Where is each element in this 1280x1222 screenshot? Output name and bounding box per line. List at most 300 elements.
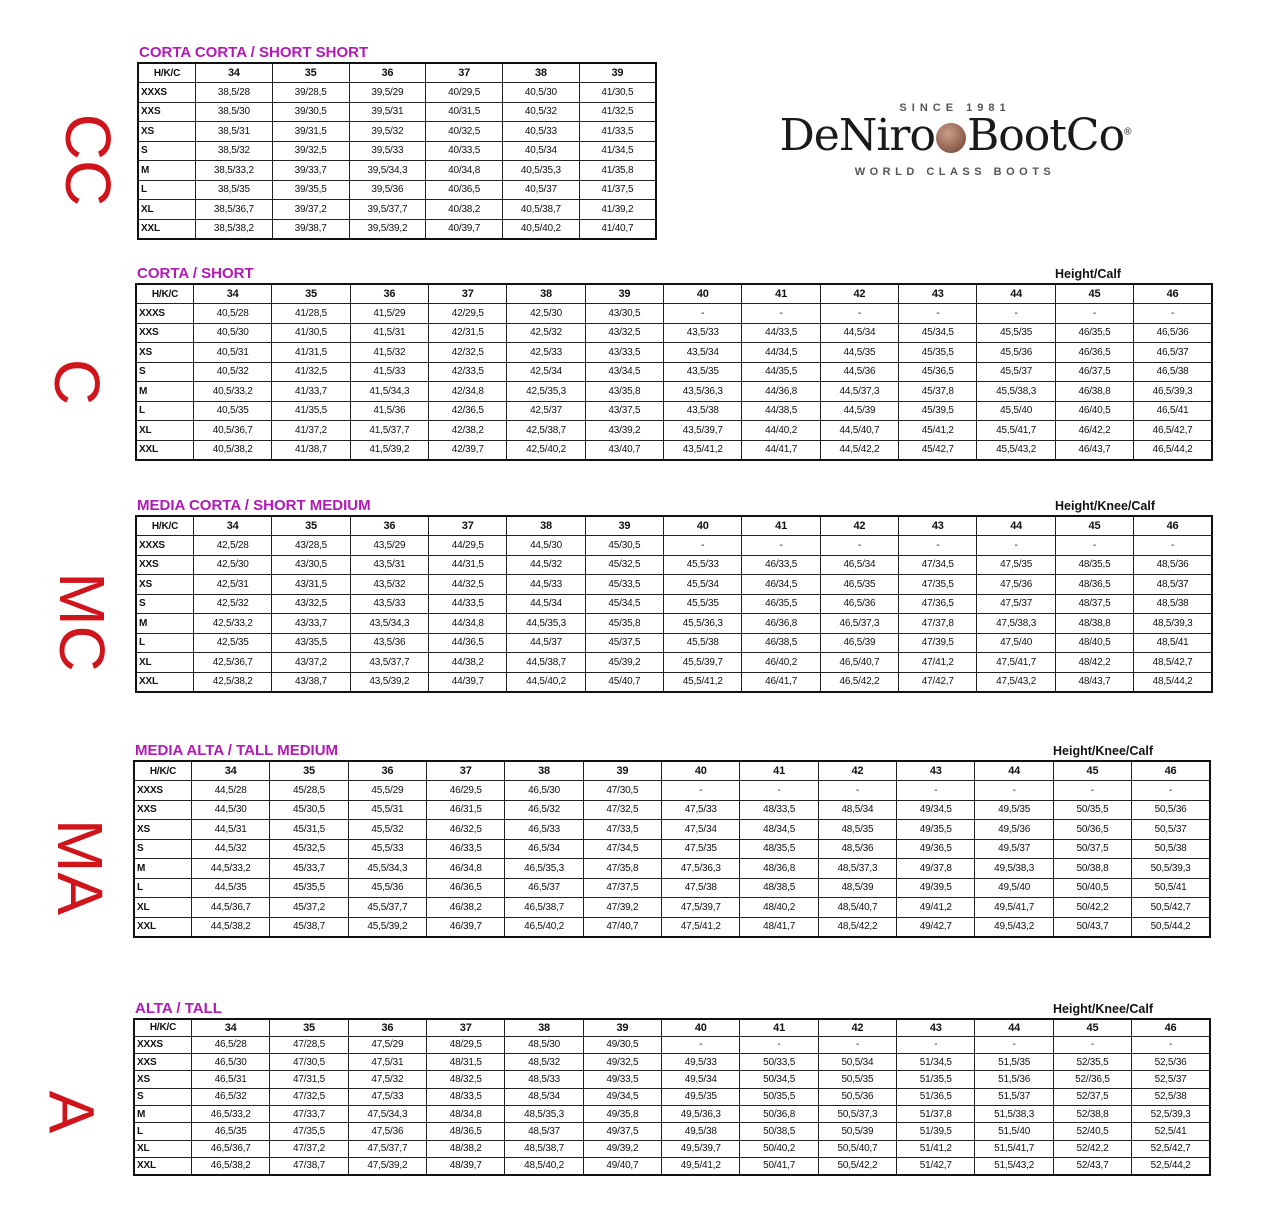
measurement-cell: 45/31,5 bbox=[270, 820, 348, 840]
measurement-cell: 40,5/34 bbox=[503, 141, 580, 161]
row-size-label: XXS bbox=[136, 555, 194, 575]
size-table bbox=[135, 515, 1213, 693]
measurement-cell: 52,5/41 bbox=[1132, 1123, 1210, 1140]
measurement-cell: 47,5/34,3 bbox=[348, 1105, 426, 1122]
measurement-cell: 50/33,5 bbox=[740, 1054, 818, 1071]
table-header-row bbox=[136, 516, 1212, 536]
measurement-cell: 51/35,5 bbox=[897, 1071, 975, 1088]
table-row bbox=[134, 1140, 1210, 1157]
measurement-cell: 38,5/28 bbox=[196, 83, 273, 103]
measurement-cell: 50,5/36 bbox=[1132, 800, 1210, 820]
header-size-cell: 35 bbox=[272, 63, 349, 83]
header-size-cell: 43 bbox=[899, 284, 977, 304]
measurement-cell: 48/32,5 bbox=[427, 1071, 505, 1088]
measurement-cell: - bbox=[975, 1036, 1053, 1053]
table-row bbox=[134, 820, 1210, 840]
table-row bbox=[138, 122, 656, 142]
measurement-cell: 48,5/42,7 bbox=[1134, 653, 1212, 673]
measurement-cell: 44/31,5 bbox=[429, 555, 507, 575]
measurement-cell: 47,5/33 bbox=[348, 1088, 426, 1105]
header-size-cell: 37 bbox=[427, 1019, 505, 1036]
measurement-cell: 44,5/32 bbox=[507, 555, 585, 575]
measurement-cell: 44,5/37 bbox=[507, 633, 585, 653]
measurement-cell: 45/32,5 bbox=[585, 555, 663, 575]
table-row bbox=[134, 1105, 1210, 1122]
brand-logo bbox=[772, 100, 1138, 182]
measurement-cell: 43,5/29 bbox=[350, 536, 428, 556]
measurement-cell: 43,5/33 bbox=[664, 323, 742, 343]
measurement-cell: 47,5/41,7 bbox=[977, 653, 1055, 673]
row-size-label: XXXS bbox=[136, 536, 194, 556]
measurement-cell: 45,5/37 bbox=[977, 362, 1055, 382]
coin-medal-icon bbox=[936, 123, 966, 153]
measurement-cell: 46/36,5 bbox=[427, 878, 505, 898]
measurement-cell: - bbox=[740, 1036, 818, 1053]
measurement-cell: 47/32,5 bbox=[270, 1088, 348, 1105]
measurement-cell: 50/36,8 bbox=[740, 1105, 818, 1122]
section-title: MEDIA CORTA / SHORT MEDIUM bbox=[137, 497, 371, 514]
row-size-label: S bbox=[134, 839, 192, 859]
measurement-cell: 47,5/36 bbox=[348, 1123, 426, 1140]
measurement-cell: 47/35,5 bbox=[899, 575, 977, 595]
row-size-label: S bbox=[138, 141, 196, 161]
measurement-cell: 45,5/43,2 bbox=[977, 440, 1055, 460]
table-row bbox=[134, 1071, 1210, 1088]
measurement-cell: 46,5/35,3 bbox=[505, 859, 583, 879]
header-corner-cell: H/K/C bbox=[134, 1019, 192, 1036]
measurement-cell: 41/30,5 bbox=[272, 323, 350, 343]
header-size-cell: 43 bbox=[897, 1019, 975, 1036]
measurement-cell: 44/34,5 bbox=[742, 343, 820, 363]
measurement-cell: 44,5/40,7 bbox=[820, 421, 898, 441]
measurement-cell: 44,5/30 bbox=[507, 536, 585, 556]
measurement-cell: 41/28,5 bbox=[272, 304, 350, 324]
measurement-cell: 39,5/31 bbox=[349, 102, 426, 122]
measurement-cell: 41/30,5 bbox=[579, 83, 656, 103]
measurement-cell: 41/37,2 bbox=[272, 421, 350, 441]
measurement-cell: 44,5/34 bbox=[507, 594, 585, 614]
measurement-cell: 48,5/34 bbox=[818, 800, 896, 820]
row-size-label: XL bbox=[136, 421, 194, 441]
measurement-cell: 50/38,8 bbox=[1053, 859, 1131, 879]
header-size-cell: 34 bbox=[192, 1019, 270, 1036]
row-size-label: XS bbox=[138, 122, 196, 142]
row-size-label: M bbox=[136, 382, 194, 402]
measurement-cell: 46,5/32 bbox=[192, 1088, 270, 1105]
measurement-cell: 40,5/30 bbox=[503, 83, 580, 103]
measurement-cell: 47,5/38,3 bbox=[977, 614, 1055, 634]
measurement-cell: 50,5/36 bbox=[818, 1088, 896, 1105]
header-size-cell: 36 bbox=[349, 63, 426, 83]
header-corner-cell: H/K/C bbox=[136, 516, 194, 536]
measurement-cell: 44/35,5 bbox=[742, 362, 820, 382]
measurement-cell: 46/34,5 bbox=[742, 575, 820, 595]
size-section-cc bbox=[137, 44, 659, 240]
measurement-cell: 46/37,5 bbox=[1055, 362, 1133, 382]
measurement-cell: 43/35,8 bbox=[585, 382, 663, 402]
row-size-label: XL bbox=[136, 653, 194, 673]
measurement-cell: 44/36,5 bbox=[429, 633, 507, 653]
measurement-cell: - bbox=[899, 304, 977, 324]
measurement-cell: 48,5/36 bbox=[818, 839, 896, 859]
measurement-cell: 42,5/37 bbox=[507, 401, 585, 421]
header-size-cell: 40 bbox=[662, 1019, 740, 1036]
measurement-cell: 45/39,5 bbox=[899, 401, 977, 421]
measurement-cell: 52//36,5 bbox=[1053, 1071, 1131, 1088]
header-size-cell: 37 bbox=[429, 516, 507, 536]
table-row bbox=[136, 304, 1212, 324]
measurement-cell: 44/29,5 bbox=[429, 536, 507, 556]
measurement-cell: 51/36,5 bbox=[897, 1088, 975, 1105]
table-row bbox=[136, 555, 1212, 575]
measurement-cell: 49,5/38 bbox=[662, 1123, 740, 1140]
row-size-label: XXL bbox=[134, 1157, 192, 1174]
table-row bbox=[134, 917, 1210, 937]
measurement-cell: 42/31,5 bbox=[429, 323, 507, 343]
header-size-cell: 35 bbox=[272, 516, 350, 536]
measurement-cell: 40,5/38,2 bbox=[194, 440, 272, 460]
measurement-cell: 48/38,2 bbox=[427, 1140, 505, 1157]
size-section-mc bbox=[135, 497, 1215, 693]
row-size-label: XXL bbox=[138, 219, 196, 239]
measurement-cell: 47/37,5 bbox=[583, 878, 661, 898]
measurement-cell: 38,5/30 bbox=[196, 102, 273, 122]
table-header-row bbox=[134, 761, 1210, 781]
measurement-cell: 52,5/42,7 bbox=[1132, 1140, 1210, 1157]
measurement-cell: 47/42,7 bbox=[899, 672, 977, 692]
measurement-cell: 44,5/42,2 bbox=[820, 440, 898, 460]
measurement-cell: 43/35,5 bbox=[272, 633, 350, 653]
measurement-cell: 49/34,5 bbox=[583, 1088, 661, 1105]
measurement-cell: 41/34,5 bbox=[579, 141, 656, 161]
size-code-cc: CC bbox=[52, 113, 125, 207]
header-size-cell: 42 bbox=[818, 761, 896, 781]
measurement-cell: 46,5/40,7 bbox=[820, 653, 898, 673]
measurement-cell: 38,5/38,2 bbox=[196, 219, 273, 239]
measurement-cell: 45,5/33 bbox=[348, 839, 426, 859]
measurement-cell: 48/34,5 bbox=[740, 820, 818, 840]
measurement-cell: 48,5/37 bbox=[505, 1123, 583, 1140]
measurement-cell: 40/31,5 bbox=[426, 102, 503, 122]
measurement-cell: 48/39,7 bbox=[427, 1157, 505, 1174]
measurement-cell: 50/35,5 bbox=[1053, 800, 1131, 820]
table-row bbox=[134, 800, 1210, 820]
size-table bbox=[137, 62, 657, 240]
measurement-cell: 51,5/40 bbox=[975, 1123, 1053, 1140]
header-size-cell: 43 bbox=[897, 761, 975, 781]
measurement-cell: 42,5/33,2 bbox=[194, 614, 272, 634]
measurement-cell: 46/43,7 bbox=[1055, 440, 1133, 460]
measurement-cell: - bbox=[897, 781, 975, 801]
measurement-cell: 49,5/35 bbox=[975, 800, 1053, 820]
header-size-cell: 39 bbox=[583, 761, 661, 781]
measurement-cell: 47/28,5 bbox=[270, 1036, 348, 1053]
measurement-cell: - bbox=[664, 304, 742, 324]
measurement-cell: 51,5/43,2 bbox=[975, 1157, 1053, 1174]
measurement-cell: 40/39,7 bbox=[426, 219, 503, 239]
measurement-cell: 46/42,2 bbox=[1055, 421, 1133, 441]
measurement-cell: 40,5/32 bbox=[194, 362, 272, 382]
measurement-cell: 51/41,2 bbox=[897, 1140, 975, 1157]
measurement-cell: - bbox=[820, 304, 898, 324]
measurement-cell: 51/39,5 bbox=[897, 1123, 975, 1140]
logo-brand-part1: DeNiro bbox=[779, 110, 935, 161]
measurement-cell: 43,5/33 bbox=[350, 594, 428, 614]
measurement-cell: 46,5/42,2 bbox=[820, 672, 898, 692]
measurement-cell: 48,5/35,3 bbox=[505, 1105, 583, 1122]
header-size-cell: 46 bbox=[1132, 761, 1210, 781]
measurement-cell: - bbox=[899, 536, 977, 556]
measurement-cell: 44/38,5 bbox=[742, 401, 820, 421]
measurement-cell: 47,5/29 bbox=[348, 1036, 426, 1053]
section-title: CORTA / SHORT bbox=[137, 265, 254, 282]
measurement-cell: 45/41,2 bbox=[899, 421, 977, 441]
measurement-cell: 45/37,2 bbox=[270, 898, 348, 918]
measurement-cell: 51,5/41,7 bbox=[975, 1140, 1053, 1157]
measurement-cell: 44/33,5 bbox=[429, 594, 507, 614]
measurement-cell: 42,5/32 bbox=[507, 323, 585, 343]
measurement-cell: 48/38,8 bbox=[1055, 614, 1133, 634]
header-size-cell: 40 bbox=[664, 284, 742, 304]
measurement-cell: 47/39,2 bbox=[583, 898, 661, 918]
row-size-label: M bbox=[134, 859, 192, 879]
measurement-cell: 42,5/38,2 bbox=[194, 672, 272, 692]
measurement-cell: 48,5/39,3 bbox=[1134, 614, 1212, 634]
measurement-cell: 47/36,5 bbox=[899, 594, 977, 614]
measurement-cell: - bbox=[742, 536, 820, 556]
measurement-cell: 45/28,5 bbox=[270, 781, 348, 801]
measurement-cell: 47/34,5 bbox=[583, 839, 661, 859]
header-corner-cell: H/K/C bbox=[136, 284, 194, 304]
measurement-cell: 39/33,7 bbox=[272, 161, 349, 181]
table-row bbox=[136, 594, 1212, 614]
row-size-label: XS bbox=[134, 1071, 192, 1088]
measurement-cell: 42,5/36,7 bbox=[194, 653, 272, 673]
measurement-cell: 38,5/31 bbox=[196, 122, 273, 142]
measurement-cell: - bbox=[1134, 304, 1212, 324]
header-size-cell: 38 bbox=[505, 761, 583, 781]
measurement-cell: 49/32,5 bbox=[583, 1054, 661, 1071]
measurement-cell: 41/32,5 bbox=[272, 362, 350, 382]
measurement-cell: 45,5/37,7 bbox=[348, 898, 426, 918]
row-size-label: XXXS bbox=[134, 1036, 192, 1053]
table-row bbox=[136, 440, 1212, 460]
measurement-cell: - bbox=[742, 304, 820, 324]
measurement-cell: 39/35,5 bbox=[272, 180, 349, 200]
measurement-cell: 46,5/40,2 bbox=[505, 917, 583, 937]
header-size-cell: 36 bbox=[350, 284, 428, 304]
table-row bbox=[134, 781, 1210, 801]
row-size-label: M bbox=[138, 161, 196, 181]
row-size-label: S bbox=[136, 362, 194, 382]
measurement-cell: 42,5/31 bbox=[194, 575, 272, 595]
measurement-cell: 50/42,2 bbox=[1053, 898, 1131, 918]
table-row bbox=[136, 633, 1212, 653]
measurement-cell: - bbox=[664, 536, 742, 556]
measurement-cell: 41/35,8 bbox=[579, 161, 656, 181]
measurement-cell: 49,5/41,2 bbox=[662, 1157, 740, 1174]
row-size-label: XXXS bbox=[138, 83, 196, 103]
measurement-cell: 47,5/33 bbox=[662, 800, 740, 820]
header-size-cell: 38 bbox=[503, 63, 580, 83]
measurement-cell: 42/34,8 bbox=[429, 382, 507, 402]
measurement-cell: 44/39,7 bbox=[429, 672, 507, 692]
measurement-cell: 46/38,2 bbox=[427, 898, 505, 918]
measurement-cell: 52/35,5 bbox=[1053, 1054, 1131, 1071]
measurement-cell: 48,5/40,2 bbox=[505, 1157, 583, 1174]
measurement-cell: 47,5/36 bbox=[977, 575, 1055, 595]
header-size-cell: 38 bbox=[507, 284, 585, 304]
header-size-cell: 39 bbox=[585, 284, 663, 304]
measurement-cell: 52,5/36 bbox=[1132, 1054, 1210, 1071]
measurement-cell: 48/29,5 bbox=[427, 1036, 505, 1053]
header-size-cell: 39 bbox=[583, 1019, 661, 1036]
measurement-cell: - bbox=[818, 1036, 896, 1053]
measurement-cell: 43/32,5 bbox=[585, 323, 663, 343]
table-row bbox=[136, 536, 1212, 556]
measurement-cell: 45,5/31 bbox=[348, 800, 426, 820]
measurement-cell: 40/29,5 bbox=[426, 83, 503, 103]
measurement-cell: 46/31,5 bbox=[427, 800, 505, 820]
measurement-cell: 49/37,8 bbox=[897, 859, 975, 879]
measurement-cell: 50,5/44,2 bbox=[1132, 917, 1210, 937]
measurement-cell: 41,5/37,7 bbox=[350, 421, 428, 441]
table-row bbox=[134, 1088, 1210, 1105]
measurement-cell: 46/36,5 bbox=[1055, 343, 1133, 363]
measurement-cell: 40,5/30 bbox=[194, 323, 272, 343]
header-size-cell: 38 bbox=[507, 516, 585, 536]
measurement-cell: 45/39,2 bbox=[585, 653, 663, 673]
measurement-cell: 45,5/39,7 bbox=[664, 653, 742, 673]
measurement-cell: 45/35,5 bbox=[899, 343, 977, 363]
header-size-cell: 39 bbox=[579, 63, 656, 83]
section-title: ALTA / TALL bbox=[135, 1000, 222, 1017]
measurement-cell: 45,5/35 bbox=[977, 323, 1055, 343]
measurement-cell: 43,5/31 bbox=[350, 555, 428, 575]
measurement-cell: - bbox=[1055, 304, 1133, 324]
measurement-cell: 48/34,8 bbox=[427, 1105, 505, 1122]
measurement-cell: 44/36,8 bbox=[742, 382, 820, 402]
size-table bbox=[133, 760, 1211, 938]
measurement-cell: 47,5/37 bbox=[977, 594, 1055, 614]
measurement-cell: 50,5/37 bbox=[1132, 820, 1210, 840]
registered-mark: ® bbox=[1124, 126, 1131, 138]
measurement-cell: 38,5/32 bbox=[196, 141, 273, 161]
measurement-cell: 48/41,7 bbox=[740, 917, 818, 937]
measurement-cell: 52/38,8 bbox=[1053, 1105, 1131, 1122]
measurement-cell: 50,5/40,7 bbox=[818, 1140, 896, 1157]
measurement-cell: 46,5/30 bbox=[505, 781, 583, 801]
table-row bbox=[134, 859, 1210, 879]
size-section-c bbox=[135, 265, 1215, 461]
measurement-cell: 46,5/42,7 bbox=[1134, 421, 1212, 441]
table-row bbox=[134, 1157, 1210, 1174]
measurement-cell: 50,5/34 bbox=[818, 1054, 896, 1071]
measurement-cell: 48/35,5 bbox=[740, 839, 818, 859]
measurement-cell: 43/34,5 bbox=[585, 362, 663, 382]
measurement-cell: 41/31,5 bbox=[272, 343, 350, 363]
measurement-cell: 39,5/33 bbox=[349, 141, 426, 161]
measurement-cell: 39,5/36 bbox=[349, 180, 426, 200]
measurement-cell: 47/30,5 bbox=[270, 1054, 348, 1071]
table-row bbox=[136, 382, 1212, 402]
row-size-label: S bbox=[134, 1088, 192, 1105]
row-size-label: XXS bbox=[136, 323, 194, 343]
measurement-cell: 50,5/42,2 bbox=[818, 1157, 896, 1174]
header-corner-cell: H/K/C bbox=[134, 761, 192, 781]
measurement-cell: 46/34,8 bbox=[427, 859, 505, 879]
table-row bbox=[136, 614, 1212, 634]
measurement-cell: 43,5/38 bbox=[664, 401, 742, 421]
header-size-cell: 36 bbox=[348, 1019, 426, 1036]
row-size-label: L bbox=[134, 878, 192, 898]
size-section-a bbox=[133, 1000, 1213, 1176]
measurement-cell: 46,5/37 bbox=[1134, 343, 1212, 363]
measurement-cell: 38,5/33,2 bbox=[196, 161, 273, 181]
measurement-cell: 49,5/34 bbox=[662, 1071, 740, 1088]
measurement-cell: 47,5/41,2 bbox=[662, 917, 740, 937]
measurement-cell: 46/39,7 bbox=[427, 917, 505, 937]
row-size-label: L bbox=[136, 401, 194, 421]
measurement-cell: 51,5/38,3 bbox=[975, 1105, 1053, 1122]
table-row bbox=[138, 83, 656, 103]
section-title: CORTA CORTA / SHORT SHORT bbox=[139, 44, 369, 61]
measurement-cell: 45,5/33 bbox=[664, 555, 742, 575]
row-size-label: S bbox=[136, 594, 194, 614]
measurement-cell: 44,5/32 bbox=[192, 839, 270, 859]
table-row bbox=[138, 219, 656, 239]
measurement-cell: 38,5/35 bbox=[196, 180, 273, 200]
measurement-cell: 45,5/36,3 bbox=[664, 614, 742, 634]
measurement-cell: 43/28,5 bbox=[272, 536, 350, 556]
measurement-cell: 51/34,5 bbox=[897, 1054, 975, 1071]
header-corner-cell: H/K/C bbox=[138, 63, 196, 83]
measurement-cell: 52/42,2 bbox=[1053, 1140, 1131, 1157]
measurement-cell: 44,5/39 bbox=[820, 401, 898, 421]
measurement-cell: 42/29,5 bbox=[429, 304, 507, 324]
measurement-cell: 50/34,5 bbox=[740, 1071, 818, 1088]
measurement-cell: 50,5/39 bbox=[818, 1123, 896, 1140]
header-size-cell: 42 bbox=[818, 1019, 896, 1036]
row-size-label: XS bbox=[136, 575, 194, 595]
measurement-cell: 45/34,5 bbox=[899, 323, 977, 343]
header-size-cell: 35 bbox=[272, 284, 350, 304]
measurement-cell: 50/37,5 bbox=[1053, 839, 1131, 859]
header-size-cell: 40 bbox=[662, 761, 740, 781]
measurement-cell: 45,5/36 bbox=[348, 878, 426, 898]
measurement-cell: 44,5/40,2 bbox=[507, 672, 585, 692]
measurement-cell: 46,5/44,2 bbox=[1134, 440, 1212, 460]
measurement-cell: 45/38,7 bbox=[270, 917, 348, 937]
measurement-cell: 46,5/39,3 bbox=[1134, 382, 1212, 402]
header-size-cell: 41 bbox=[740, 761, 818, 781]
measurement-cell: 46,5/34 bbox=[505, 839, 583, 859]
measurement-cell: 45/35,5 bbox=[270, 878, 348, 898]
header-size-cell: 37 bbox=[426, 63, 503, 83]
measurement-cell: 45/37,5 bbox=[585, 633, 663, 653]
measurement-cell: 49,5/36 bbox=[975, 820, 1053, 840]
measurement-cell: 50,5/35 bbox=[818, 1071, 896, 1088]
measurement-cell: 46,5/32 bbox=[505, 800, 583, 820]
measurement-cell: 43/37,5 bbox=[585, 401, 663, 421]
header-size-cell: 44 bbox=[975, 1019, 1053, 1036]
measurement-cell: 46/38,5 bbox=[742, 633, 820, 653]
measurement-cell: - bbox=[740, 781, 818, 801]
measurement-cell: 41/38,7 bbox=[272, 440, 350, 460]
measurement-cell: - bbox=[1134, 536, 1212, 556]
measurement-cell: 43/32,5 bbox=[272, 594, 350, 614]
measurement-cell: 47/41,2 bbox=[899, 653, 977, 673]
